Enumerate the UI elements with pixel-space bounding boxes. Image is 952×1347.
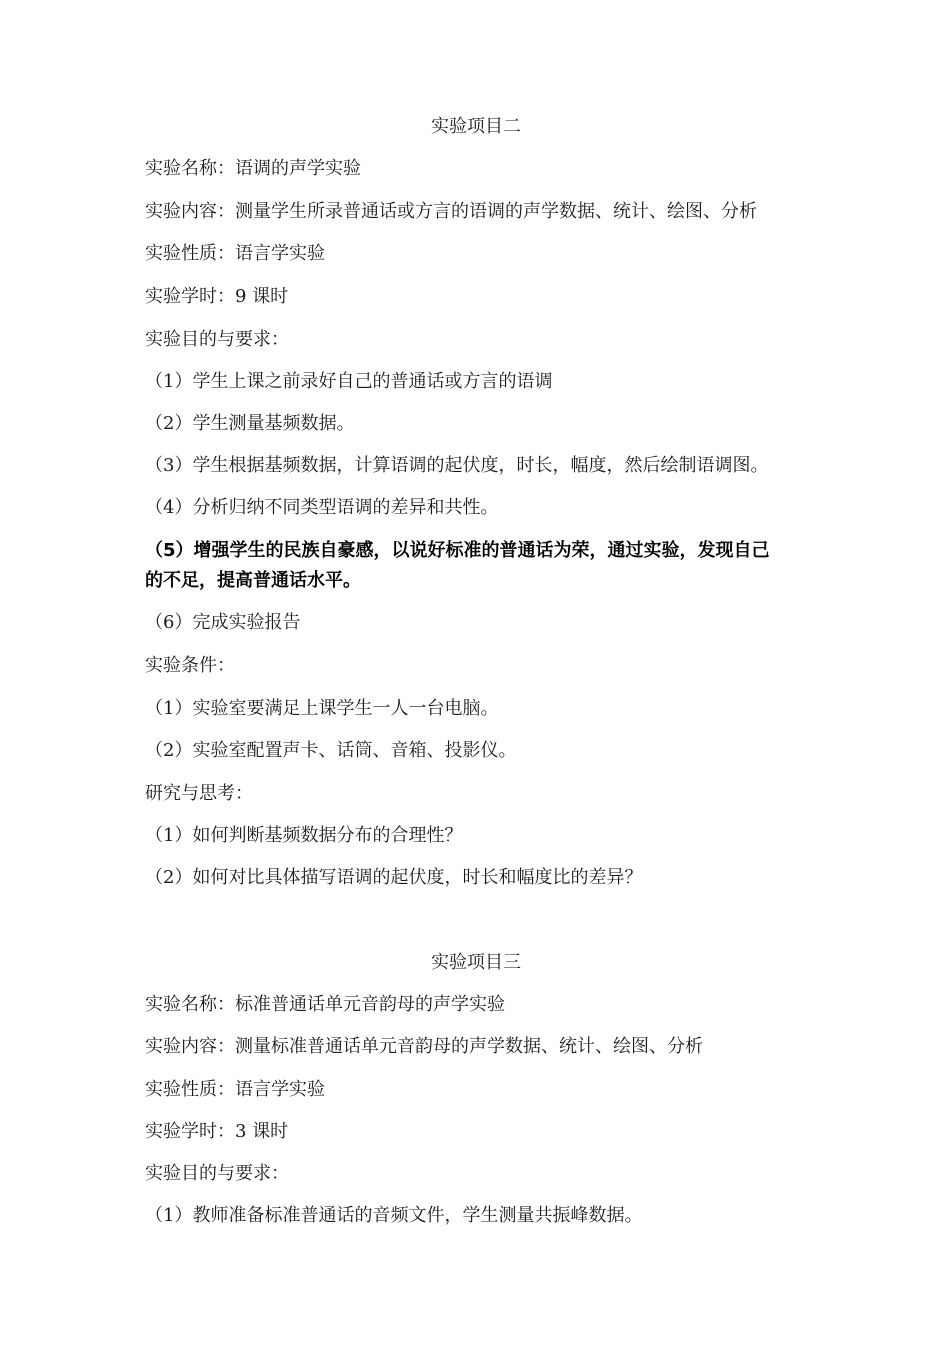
section2-research-item: （2）如何对比具体描写语调的起伏度，时长和幅度比的差异？ (145, 867, 643, 888)
section2-goals-heading: 实验目的与要求： (145, 329, 289, 350)
section2-goal-item: （1）学生上课之前录好自己的普通话或方言的语调 (145, 371, 553, 392)
section2-goal-item: （6）完成实验报告 (145, 612, 301, 633)
section2-conditions-heading: 实验条件： (145, 655, 235, 676)
section2-title: 实验项目二 (431, 116, 521, 137)
section3-goals-heading: 实验目的与要求： (145, 1163, 289, 1184)
section2-content: 实验内容：测量学生所录普通话或方言的语调的声学数据、统计、绘图、分析 (145, 201, 757, 222)
section3-goal-item: （1）教师准备标准普通话的音频文件，学生测量共振峰数据。 (145, 1205, 643, 1226)
section2-goal-item-emphasis-cont: 的不足，提高普通话水平。 (145, 570, 361, 591)
section3-hours: 实验学时：3 课时 (145, 1121, 289, 1142)
section2-research-item: （1）如何判断基频数据分布的合理性？ (145, 825, 463, 846)
section2-goal-item-emphasis: （5）增强学生的民族自豪感，以说好标准的普通话为荣，通过实验，发现自己 (145, 540, 770, 561)
section2-goal-item: （4）分析归纳不同类型语调的差异和共性。 (145, 497, 499, 518)
section3-content: 实验内容：测量标准普通话单元音韵母的声学数据、统计、绘图、分析 (145, 1036, 703, 1057)
section2-research-heading: 研究与思考： (145, 783, 253, 804)
section2-condition-item: （1）实验室要满足上课学生一人一台电脑。 (145, 698, 499, 719)
section2-hours: 实验学时：9 课时 (145, 286, 289, 307)
section2-goal-item: （3）学生根据基频数据，计算语调的起伏度，时长，幅度，然后绘制语调图。 (145, 455, 769, 476)
section3-nature: 实验性质：语言学实验 (145, 1079, 325, 1100)
section3-name: 实验名称：标准普通话单元音韵母的声学实验 (145, 994, 505, 1015)
section2-nature: 实验性质：语言学实验 (145, 243, 325, 264)
section2-name: 实验名称：语调的声学实验 (145, 158, 361, 179)
section2-goal-item: （2）学生测量基频数据。 (145, 413, 355, 434)
section3-title: 实验项目三 (431, 952, 521, 973)
section2-condition-item: （2）实验室配置声卡、话筒、音箱、投影仪。 (145, 740, 517, 761)
